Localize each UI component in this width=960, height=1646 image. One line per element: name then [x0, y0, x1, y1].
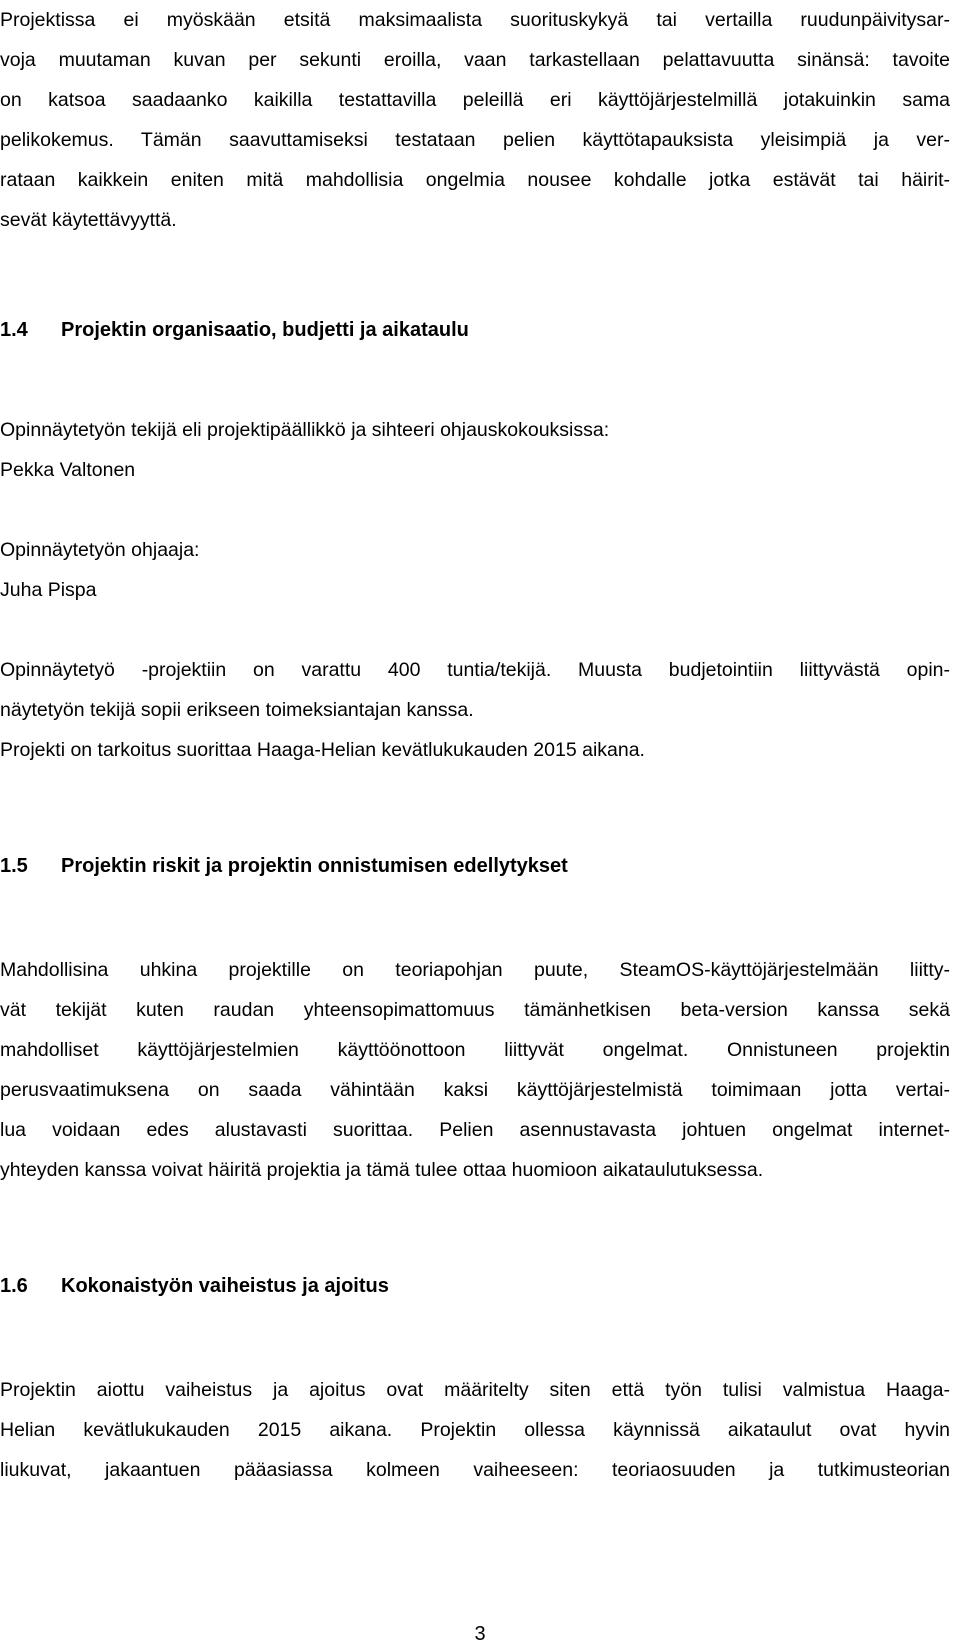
section-heading-1-4 — [0, 310, 469, 350]
text-line: yhteyden kanssa voivat häiritä projektia ja tämä tulee ottaa huomioon aikataulutuksessa. — [0, 1159, 764, 1181]
text-line: lua voidaan edes alustavasti suorittaa. Pelien asennustavasta johtuen ongelmat internet- — [0, 1119, 950, 1141]
text-line: liukuvat, jakaantuen pääasiassa kolmeen vaiheeseen: teoriaosuuden ja tutkimusteorian — [0, 1459, 950, 1481]
text-line: Opinnäytetyö -projektiin on varattu 400 tuntia/tekijä. Muusta budjetointiin liittyvästä opin- — [0, 659, 950, 681]
supervisor-role-block — [0, 530, 950, 610]
role-name: Juha Pispa — [0, 579, 97, 601]
section-number: 1.6 — [0, 1275, 28, 1297]
role-label: Opinnäytetyön ohjaaja: — [0, 539, 200, 561]
section-title: Projektin riskit ja projektin onnistumisen edellytykset — [61, 855, 568, 877]
section-heading-1-6 — [0, 1266, 389, 1306]
section-number: 1.5 — [0, 855, 28, 877]
section-number: 1.4 — [0, 319, 28, 341]
section-title: Projektin organisaatio, budjetti ja aikataulu — [61, 319, 469, 341]
text-line: rataan kaikkein eniten mitä mahdollisia ongelmia nousee kohdalle jotka estävät tai häirit- — [0, 169, 950, 191]
risks-paragraph — [0, 950, 950, 1190]
author-role-block — [0, 410, 950, 490]
text-line: Helian kevätlukukauden 2015 aikana. Projektin ollessa käynnissä aikataulut ovat hyvin — [0, 1419, 950, 1441]
text-line: pelikokemus. Tämän saavuttamiseksi testataan pelien käyttötapauksista yleisimpiä ja ver- — [0, 129, 950, 151]
text-line: sevät käytettävyyttä. — [0, 209, 177, 231]
phasing-paragraph — [0, 1370, 950, 1490]
section-heading-1-5 — [0, 846, 568, 886]
text-line: mahdolliset käyttöjärjestelmien käyttöönottoon liittyvät ongelmat. Onnistuneen projektin — [0, 1039, 950, 1061]
text-line: Projekti on tarkoitus suorittaa Haaga-Helian kevätlukukauden 2015 aikana. — [0, 739, 645, 761]
intro-paragraph — [0, 0, 950, 240]
section-title: Kokonaistyön vaiheistus ja ajoitus — [61, 1275, 389, 1297]
role-name: Pekka Valtonen — [0, 459, 136, 481]
budget-paragraph — [0, 650, 950, 770]
text-line: voja muutaman kuvan per sekunti eroilla, vaan tarkastellaan pelattavuutta sinänsä: tavoite — [0, 49, 950, 71]
text-line: vät tekijät kuten raudan yhteensopimattomuus tämänhetkisen beta-version kanssa sekä — [0, 999, 950, 1021]
page-number: 3 — [474, 1623, 486, 1645]
text-line: perusvaatimuksena on saada vähintään kaksi käyttöjärjestelmistä toimimaan jotta vertai- — [0, 1079, 950, 1101]
text-line: näytetyön tekijä sopii erikseen toimeksiantajan kanssa. — [0, 699, 474, 721]
text-line: Projektissa ei myöskään etsitä maksimaalista suorituskykyä tai vertailla ruudunpäivitysar- — [0, 9, 950, 31]
text-line: Mahdollisina uhkina projektille on teoriapohjan puute, SteamOS-käyttöjärjestelmään liitty- — [0, 959, 950, 981]
text-line: on katsoa saadaanko kaikilla testattavilla peleillä eri käyttöjärjestelmillä jotakuinkin sama — [0, 89, 950, 111]
role-label: Opinnäytetyön tekijä eli projektipäällikkö ja sihteeri ohjauskokouksissa: — [0, 419, 610, 441]
text-line: Projektin aiottu vaiheistus ja ajoitus ovat määritelty siten että työn tulisi valmistua Haaga- — [0, 1379, 950, 1401]
